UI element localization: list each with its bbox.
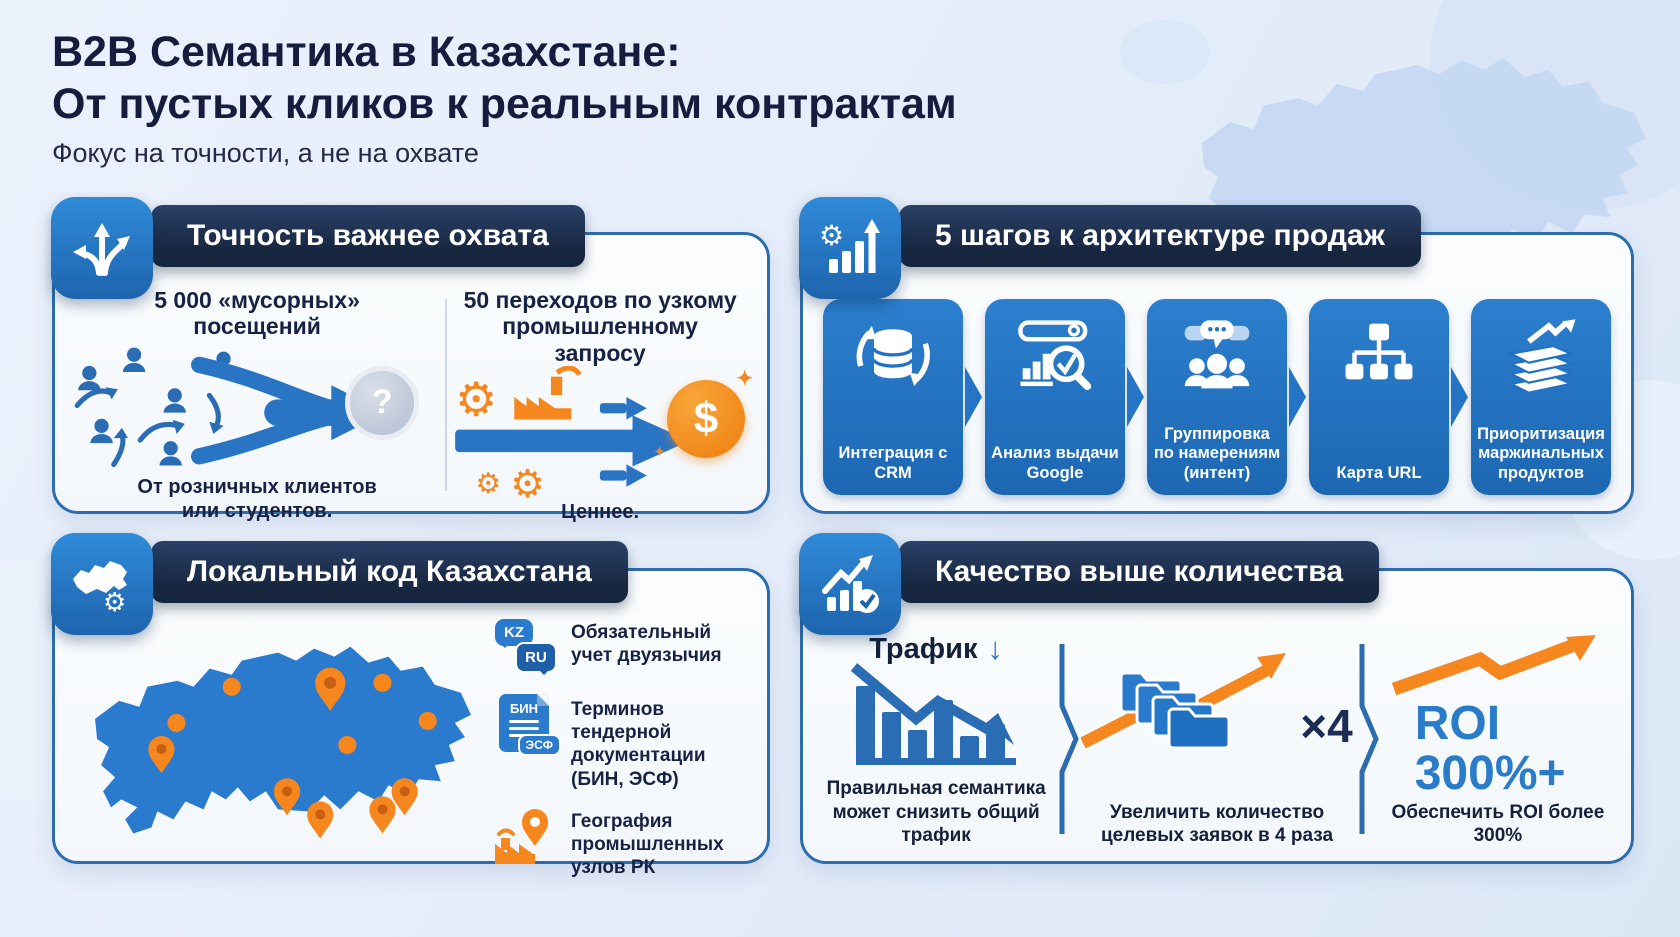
leads-column [1081, 627, 1352, 851]
bullet-tender-terms [493, 694, 753, 791]
kz-bubble: KZ [495, 619, 533, 646]
traffic-column [819, 627, 1053, 851]
sparkle-icon: ✦ [736, 368, 753, 391]
step-connector [963, 299, 985, 495]
folders-growth-illustration [1081, 645, 1352, 763]
x4-badge: ×4 [1300, 700, 1353, 752]
page-subtitle: Фокус на точности, а не на охвате [52, 138, 479, 168]
gear-icon: ⚙ [475, 468, 502, 500]
step-label: Группировка по намерениям (интент) [1153, 424, 1281, 482]
bullet-bilingual [493, 617, 753, 679]
bullet-text: Обязательный учет двуязычия [571, 622, 722, 667]
doc-label: БИН [509, 701, 539, 716]
bullet-text: Терминов тендерной документации (БИН, ЭСФ) [571, 699, 706, 790]
traffic-caption: Правильная семантика может снизить общий трафик [826, 778, 1046, 846]
industrial-clicks-heading: 50 переходов по узкому промышленному запросу [463, 287, 737, 366]
roi-line1: ROI [1414, 697, 1501, 750]
step-label: Интеграция с CRM [838, 444, 948, 482]
panel-accuracy [52, 219, 770, 523]
declining-bars-chart [846, 669, 1026, 765]
chevron-divider [1053, 627, 1081, 851]
sparkle-icon: ✦ [654, 444, 665, 460]
doc-badge: ЭСФ [518, 734, 561, 756]
panel-quality [800, 555, 1634, 864]
chart-check-icon [799, 533, 901, 635]
roi-caption: Обеспечить ROI более 300% [1391, 801, 1605, 846]
step-url-map [1309, 299, 1449, 495]
url-sitemap-icon [1340, 313, 1418, 399]
page-title-line2: От пустых кликов к реальным контрактам [52, 80, 957, 129]
tender-doc-icon [493, 694, 557, 756]
page-title-line1: B2B Семантика в Казахстане: [52, 28, 681, 76]
step-label: Карта URL [1336, 463, 1422, 482]
panel-steps-title: 5 шагов к архитектуре продаж [899, 205, 1421, 267]
margin-products-icon [1502, 313, 1580, 399]
kz-ru-bubbles-icon [493, 617, 557, 679]
step-google-analysis [985, 299, 1125, 495]
dollar-coin-icon: $ [667, 380, 745, 458]
junk-visits-heading: 5 000 «мусорных» посещений [154, 287, 360, 340]
fork-arrows-icon [51, 197, 153, 299]
step-connector [1287, 299, 1309, 495]
step-connector [1125, 299, 1147, 495]
down-arrow-icon: ↓ [987, 631, 1003, 666]
industrial-value-illustration [447, 366, 753, 499]
industry-geo-icon [493, 806, 557, 868]
svg-text:⚙: ⚙ [819, 220, 845, 251]
roi-column [1381, 627, 1615, 851]
search-analysis-icon [1016, 313, 1094, 399]
page-title [52, 26, 957, 131]
roi-line2: 300%+ [1414, 746, 1566, 800]
junk-visits-caption: От розничных клиентов или студентов. [137, 476, 377, 522]
svg-text:⚙: ⚙ [103, 587, 127, 615]
step-margin-products [1471, 299, 1611, 495]
folders-icon [1081, 645, 1296, 763]
gear-icon: ⚙ [455, 373, 498, 426]
bullet-text: География промышленных узлов РК [571, 810, 724, 879]
kazakhstan-map [81, 621, 483, 845]
chevron-divider [1353, 627, 1381, 851]
traffic-heading: Трафик [869, 632, 978, 665]
bullet-industry-geo [493, 806, 753, 880]
question-circle-icon: ? [345, 366, 419, 440]
panel-steps [800, 219, 1634, 514]
rising-arrow-icon [1388, 635, 1608, 697]
kazakhstan-gear-icon [51, 533, 153, 635]
crm-sync-icon [854, 313, 932, 399]
panel-local [52, 555, 770, 879]
gear-icon: ⚙ [510, 463, 546, 500]
step-crm [823, 299, 963, 495]
doc-fold [537, 694, 549, 706]
step-label: Анализ выдачи Google [991, 444, 1119, 482]
ru-bubble: RU [515, 642, 557, 673]
intent-grouping-icon [1178, 313, 1256, 399]
junk-traffic-illustration [69, 340, 445, 475]
panel-quality-title: Качество выше количества [899, 541, 1379, 603]
panel-local-title: Локальный код Казахстана [151, 541, 628, 603]
step-label: Приоритизация маржинальных продуктов [1477, 424, 1605, 482]
step-intent-grouping [1147, 299, 1287, 495]
leads-caption: Увеличить количество целевых заявок в 4 раза [1100, 801, 1334, 846]
gear-growth-icon [799, 197, 901, 299]
industrial-clicks-caption: Ценнее. [561, 500, 640, 523]
panel-accuracy-title: Точность важнее охвата [151, 205, 585, 267]
step-connector [1449, 299, 1471, 495]
roi-headline [1381, 699, 1566, 799]
